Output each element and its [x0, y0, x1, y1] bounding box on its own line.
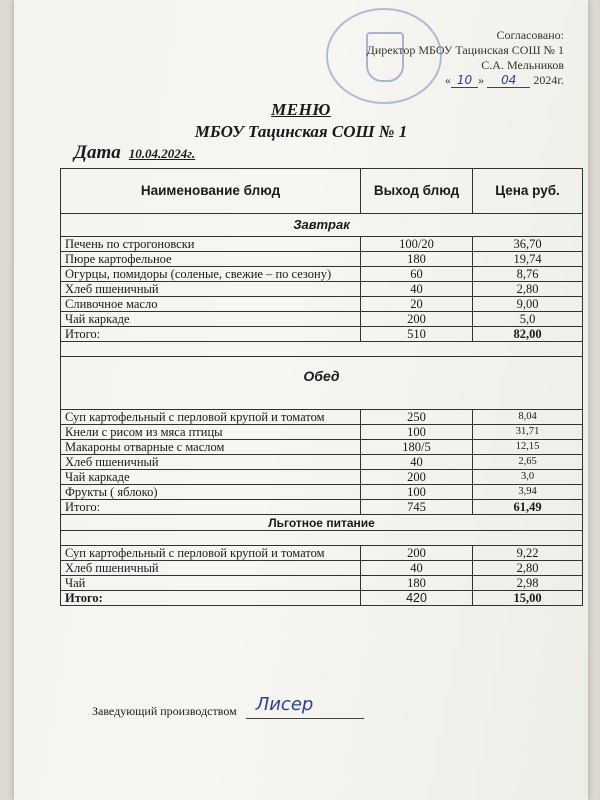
price: 2,98 — [473, 576, 583, 591]
handwritten-signature: Лисер — [255, 694, 314, 715]
dish-name: Хлеб пшеничный — [61, 561, 361, 576]
price: 2,80 — [473, 282, 583, 297]
dish-name: Чай — [61, 576, 361, 591]
table-row — [61, 455, 583, 470]
approval-position: Директор МБОУ Тацинская СОШ № 1 — [366, 43, 564, 57]
portion: 200 — [361, 470, 473, 485]
menu-date — [74, 142, 195, 164]
spacer-row — [61, 342, 583, 357]
portion: 60 — [361, 267, 473, 282]
dish-name: Хлеб пшеничный — [61, 455, 361, 470]
spacer-row — [61, 531, 583, 546]
dish-name: Фрукты ( яблоко) — [61, 485, 361, 500]
document-title — [14, 100, 588, 142]
approval-day: 10 — [451, 73, 478, 88]
dish-name: Макароны отварные с маслом — [61, 440, 361, 455]
table-row — [61, 312, 583, 327]
approval-date: « 10 » 04 2024г. — [444, 73, 564, 87]
signature-line — [246, 694, 364, 719]
signature-label: Заведующий производством — [92, 704, 237, 718]
table-row — [61, 237, 583, 252]
price: 9,22 — [473, 546, 583, 561]
header-price: Цена руб. — [473, 169, 583, 214]
price: 8,04 — [473, 410, 583, 425]
price: 2,65 — [473, 455, 583, 470]
table-row — [61, 282, 583, 297]
header-portion: Выход блюд — [361, 169, 473, 214]
portion: 200 — [361, 312, 473, 327]
date-value: 10.04.2024г. — [128, 146, 196, 161]
title-school: МБОУ Тацинская СОШ № 1 — [194, 122, 408, 141]
dish-name: Суп картофельный с перловой крупой и томатом — [61, 546, 361, 561]
approval-year: 2024г. — [533, 73, 564, 87]
breakfast-total-row: Итого: 510 82,00 — [61, 327, 583, 342]
price: 12,15 — [473, 440, 583, 455]
table-row — [61, 485, 583, 500]
table-row — [61, 410, 583, 425]
portion: 40 — [361, 455, 473, 470]
section-lunch: Обед — [61, 357, 583, 410]
portion: 100 — [361, 425, 473, 440]
portion: 40 — [361, 561, 473, 576]
section-preferential: Льготное питание — [61, 515, 583, 531]
table-row — [61, 546, 583, 561]
table-row — [61, 297, 583, 312]
title-menu: МЕНЮ — [271, 100, 331, 119]
dish-name: Суп картофельный с перловой крупой и томатом — [61, 410, 361, 425]
menu-table — [60, 168, 583, 606]
price: 2,80 — [473, 561, 583, 576]
table-row — [61, 267, 583, 282]
section-breakfast: Завтрак — [61, 214, 583, 237]
preferential-total-row: Итого: 420 15,00 — [61, 591, 583, 606]
portion: 250 — [361, 410, 473, 425]
price: 36,70 — [473, 237, 583, 252]
dish-name: Огурцы, помидоры (соленые, свежие – по сезону) — [61, 267, 361, 282]
portion: 40 — [361, 282, 473, 297]
date-label: Дата — [74, 142, 121, 163]
signature-block — [92, 694, 364, 719]
dish-name: Сливочное масло — [61, 297, 361, 312]
table-row — [61, 440, 583, 455]
approval-month: 04 — [487, 73, 530, 88]
portion: 180/5 — [361, 440, 473, 455]
portion: 200 — [361, 546, 473, 561]
table-row — [61, 252, 583, 267]
dish-name: Чай каркаде — [61, 470, 361, 485]
portion: 180 — [361, 576, 473, 591]
portion: 180 — [361, 252, 473, 267]
portion: 100 — [361, 485, 473, 500]
document-page — [14, 0, 588, 800]
approval-block — [324, 28, 564, 88]
table-row — [61, 425, 583, 440]
header-dish-name: Наименование блюд — [61, 169, 361, 214]
price: 9,00 — [473, 297, 583, 312]
price: 8,76 — [473, 267, 583, 282]
dish-name: Чай каркаде — [61, 312, 361, 327]
price: 19,74 — [473, 252, 583, 267]
price: 31,71 — [473, 425, 583, 440]
portion: 100/20 — [361, 237, 473, 252]
approval-heading: Согласовано: — [496, 28, 564, 42]
portion: 20 — [361, 297, 473, 312]
price: 3,94 — [473, 485, 583, 500]
price: 5,0 — [473, 312, 583, 327]
dish-name: Кнели с рисом из мяса птицы — [61, 425, 361, 440]
table-header-row — [61, 169, 583, 214]
dish-name: Печень по строгоновски — [61, 237, 361, 252]
table-row — [61, 470, 583, 485]
approval-name: С.А. Мельников — [481, 58, 564, 72]
table-row — [61, 576, 583, 591]
dish-name: Хлеб пшеничный — [61, 282, 361, 297]
table-row — [61, 561, 583, 576]
price: 3,0 — [473, 470, 583, 485]
dish-name: Пюре картофельное — [61, 252, 361, 267]
lunch-total-row: Итого: 745 61,49 — [61, 500, 583, 515]
